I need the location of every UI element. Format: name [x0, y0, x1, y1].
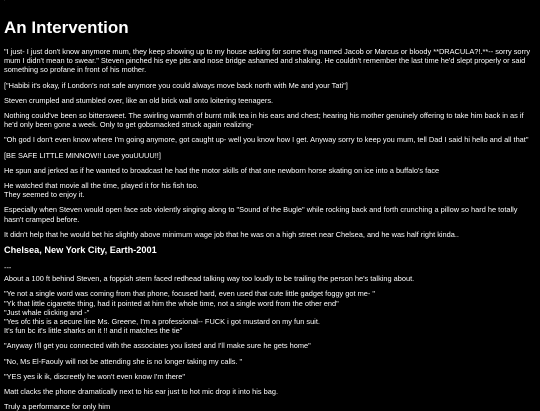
paragraph: Especially when Steven would open face sob violently singing along to "Sound of the Bugle" while rocking back and forth crunching a pillow so hard he totally hasn't cramped before.	[4, 205, 518, 224]
paragraph: He spun and jerked as if he wanted to broadcast he had the motor skills of that one newborn horse skating on ice into a buffalo's face	[4, 165, 440, 175]
paragraph: About a 100 ft behind Steven, a foppish stern faced redhead talking way too loudly to be trailing the person he's talking about.	[4, 274, 415, 284]
paragraph: "Ye not a single word was coming from that phone, focused hard, even used that cute little gadget foggy got me- " "Yk that little cigarette thing, had it pointed at him the whole time, not a single word from the other end" "Just whale clicking and -" "Yes ofc this is a secure line Ms. Greene, I'm a professional-- FUCK i got mustard on my fun suit. It's fun bc it's little sharks on it !! and it matches the tie"	[4, 289, 376, 336]
section-heading: Chelsea, New York City, Earth-2001	[4, 245, 157, 256]
paragraph: It didn't help that he would bet his slightly above minimum wage job that he was on a high street near Chelsea, and he was half right kinda..	[4, 229, 459, 239]
separator-text: ---	[4, 263, 12, 273]
paragraph: Matt clacks the phone dramatically next to his ear just to hot mic drop it into his bag.	[4, 387, 278, 397]
paragraph: "No, Ms El-Faouly will not be attending she is no longer taking my calls. "	[4, 356, 243, 366]
paragraph: "I just- I just don't know anymore mum, they keep showing up to my house asking for some thug named Jacob or Marcus or bloody **DRACULA?!.**-- sorry sorry mum I didn't mean to swear." Steven pinched his eye pits and nose bridge ashamed and shaking. He couldn't remember the last time he'd slept properly or said something so profane in front of his mother.	[4, 47, 531, 75]
top-marker: '	[4, 0, 5, 5]
paragraph: "Oh god I don't even know where I'm going anymore, got caught up- well you know how I get. Anyway sorry to keep you mum, tell Dad I said hi hello and all that"	[4, 135, 529, 145]
paragraph: "YES yes ik ik, discreetly he won't even know I'm there"	[4, 371, 186, 381]
paragraph: Steven crumpled and stumbled over, like an old brick wall onto loitering teenagers.	[4, 95, 274, 105]
paragraph: "Anyway I'll get you connected with the associates you listed and I'll make sure he gets home"	[4, 341, 311, 351]
paragraph: He watched that movie all the time, played it for his fish too. They seemed to enjoy it.	[4, 181, 199, 200]
paragraph: Truly a performance for only him	[4, 402, 111, 411]
paragraph: [BE SAFE LITTLE MINNOW!! Love youUUUU!!]	[4, 150, 161, 160]
paragraph: ["Habibi it's okay, if London's not safe anymore you could always move back north with Me and your Tati"]	[4, 80, 348, 90]
paragraph: Nothing could've been so bittersweet. The swirling warmth of burnt milk tea in his ears and chest; hearing his mother genuinely offering to take him back in as if he'd only been gone a week. Only to get gobsmacked struck again realizing-	[4, 111, 524, 130]
story-title: An Intervention	[4, 18, 129, 37]
